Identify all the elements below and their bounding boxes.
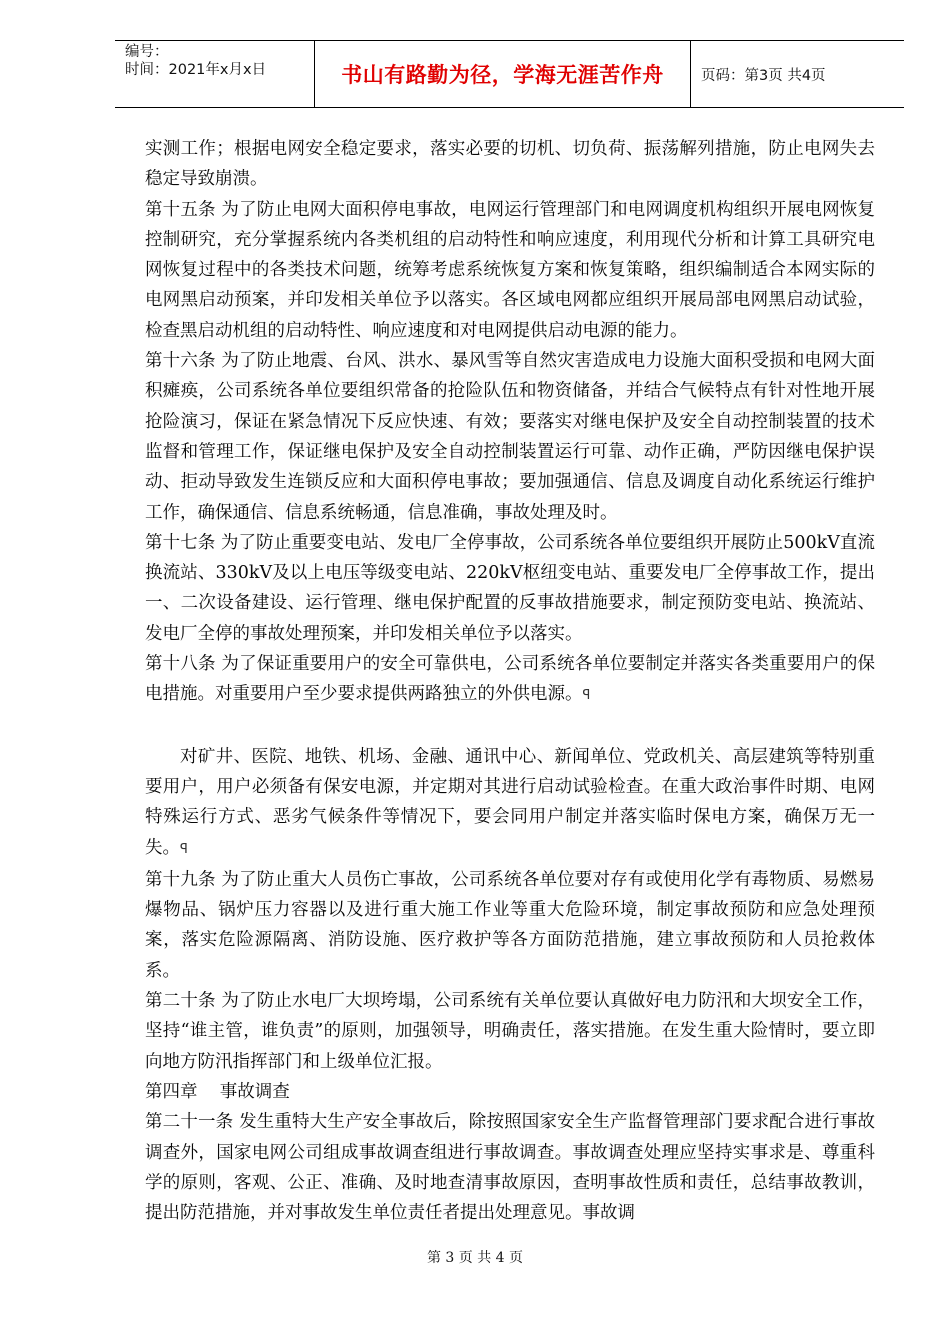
header-page-cell xyxy=(691,41,904,107)
paragraph-article-18 xyxy=(145,649,875,712)
paragraph-important-users xyxy=(145,742,875,865)
header-meta xyxy=(115,41,315,107)
document-number-label: 编号： xyxy=(125,44,169,60)
paragraph-mark-icon: ꟼ xyxy=(180,841,188,857)
paragraph-article-21: 第二十一条 发生重特大生产安全事故后，除按照国家安全生产监督管理部门要求配合进行事故调查外，国家电网公司组成事故调查组进行事故调查。事故调查处理应坚持实事求是、尊重科学的原则，客观、公正、准确、及时地查清事故原因，查明事故性质和责任，总结事故教训，提出防范措施，并对事故发生单位责任者提出处理意见。事故调 xyxy=(145,1112,875,1224)
paragraph-continuation: 实测工作；根据电网安全稳定要求，落实必要的切机、切负荷、振荡解列措施，防止电网失去稳定导致崩溃。 xyxy=(145,139,875,190)
document-time-label: 时间：2021年x月x日 xyxy=(125,62,267,78)
document-body xyxy=(145,134,875,1228)
header-page-label: 页码：第3页 共4页 xyxy=(701,67,826,84)
footer-page-number: 第 3 页 共 4 页 xyxy=(426,1250,524,1266)
paragraph-article-19: 第十九条 为了防止重大人员伤亡事故，公司系统各单位要对存有或使用化学有毒物质、易燃易爆物品、锅炉压力容器以及进行重大施工作业等重大危险环境，制定事故预防和应急处理预案，落实危险源隔离、消防设施、医疗救护等各方面防范措施，建立事故预防和人员抢救体系。 xyxy=(145,869,875,981)
paragraph-article-20: 第二十条 为了防止水电厂大坝垮塌，公司系统有关单位要认真做好电力防汛和大坝安全工作，坚持“谁主管，谁负责”的原则，加强领导，明确责任，落实措施。在发生重大险情时，要立即向地方防汛指挥部门和上级单位汇报。 xyxy=(145,991,875,1072)
header-motto-cell xyxy=(315,41,691,107)
page-footer xyxy=(0,1247,950,1267)
paragraph-important-users-text: 对矿井、医院、地铁、机场、金融、通讯中心、新闻单位、党政机关、高层建筑等特别重要用户，用户必须备有保安电源，并定期对其进行启动试验检查。在重大政治事件时期、电网特殊运行方式、恶劣气候条件等情况下，要会同用户制定并落实临时保电方案，确保万无一失。 xyxy=(145,746,875,858)
chapter-4-heading: 第四章 事故调查 xyxy=(145,1081,290,1102)
paragraph-article-15: 第十五条 为了防止电网大面积停电事故，电网运行管理部门和电网调度机构组织开展电网恢复控制研究，充分掌握系统内各类机组的启动特性和响应速度，利用现代分析和计算工具研究电网恢复过程中的各类技术问题，统筹考虑系统恢复方案和恢复策略，组织编制适合本网实际的电网黑启动预案，并印发相关单位予以落实。各区域电网都应组织开展局部电网黑启动试验，检查黑启动机组的启动特性、响应速度和对电网提供启动电源的能力。 xyxy=(145,199,875,341)
page-header xyxy=(115,40,904,108)
paragraph-article-16: 第十六条 为了防止地震、台风、洪水、暴风雪等自然灾害造成电力设施大面积受损和电网大面积瘫痪，公司系统各单位要组织常备的抢险队伍和物资储备，并结合气候特点有针对性地开展抢险演习，保证在紧急情况下反应快速、有效；要落实对继电保护及安全自动控制装置的技术监督和管理工作，保证继电保护及安全自动控制装置运行可靠、动作正确，严防因继电保护误动、拒动导致发生连锁反应和大面积停电事故；要加强通信、信息及调度自动化系统运行维护工作，确保通信、信息系统畅通，信息准确，事故处理及时。 xyxy=(145,351,875,523)
paragraph-mark-icon: ꟼ xyxy=(582,688,591,704)
paragraph-article-17: 第十七条 为了防止重要变电站、发电厂全停事故，公司系统各单位要组织开展防止500kV直流换流站、330kV及以上电压等级变电站、220kV枢纽变电站、重要发电厂全停事故工作，提出一、二次设备建设、运行管理、继电保护配置的反事故措施要求，制定预防变电站、换流站、发电厂全停的事故处理预案，并印发相关单位予以落实。 xyxy=(145,532,875,644)
paragraph-article-18-text: 第十八条 为了保证重要用户的安全可靠供电，公司系统各单位要制定并落实各类重要用户的保电措施。对重要用户至少要求提供两路独立的外供电源。 xyxy=(145,654,875,705)
header-motto: 书山有路勤为径，学海无涯苦作舟 xyxy=(341,63,664,87)
paragraph-gap xyxy=(145,712,875,742)
